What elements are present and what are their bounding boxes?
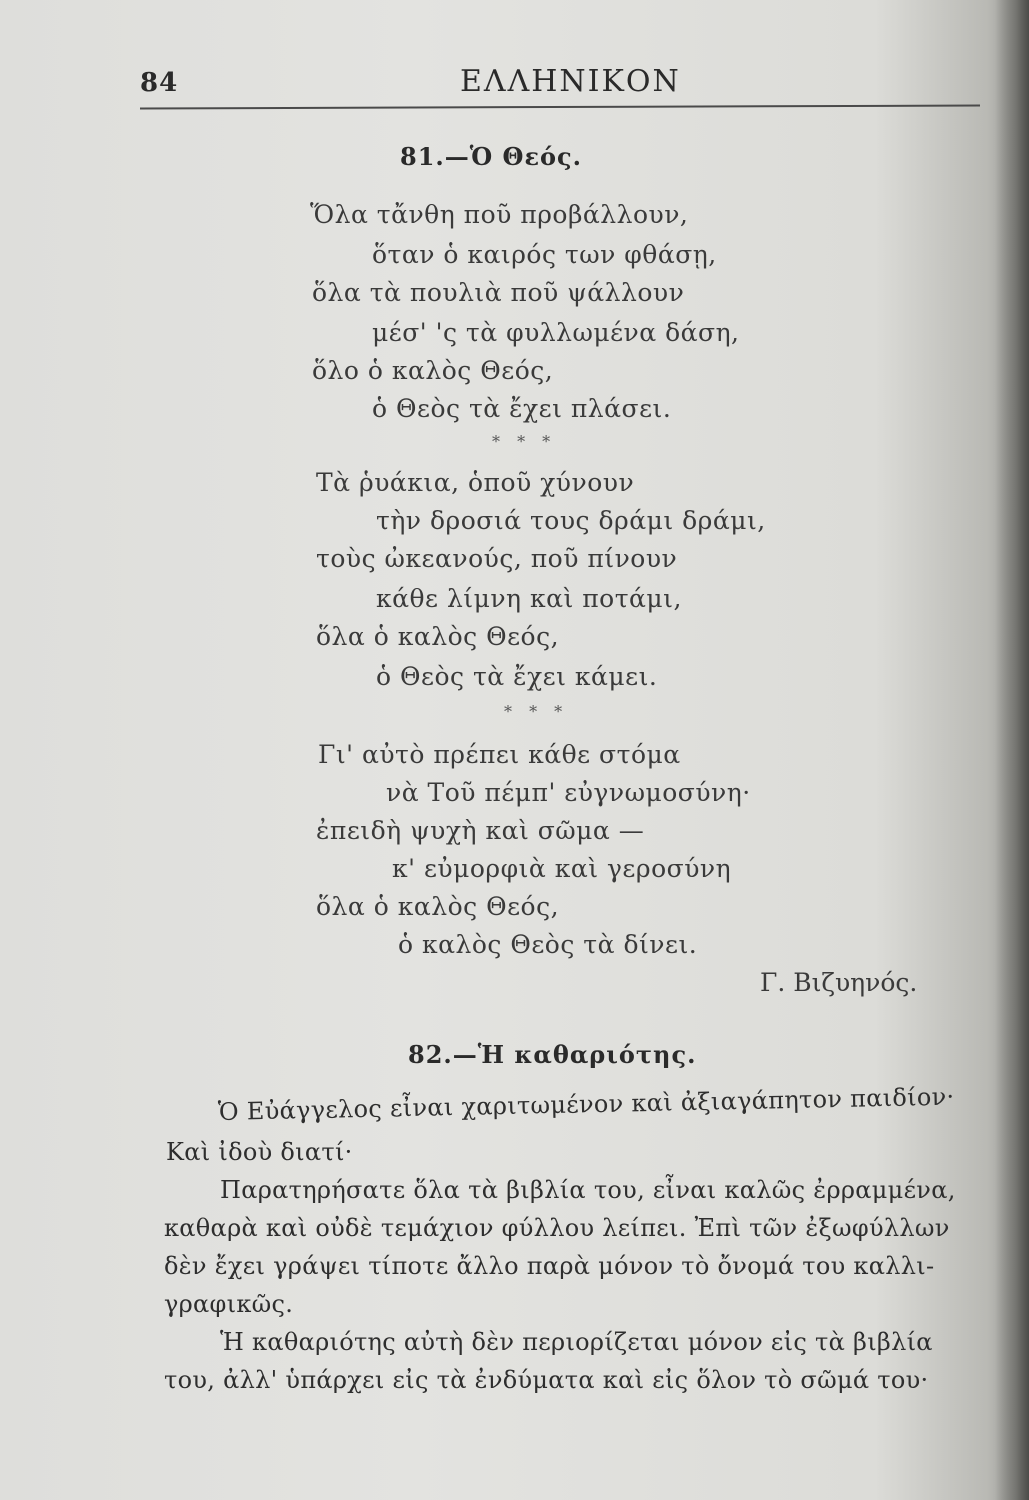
prose-line: καθαρὰ καὶ οὐδὲ τεμάχιον φύλλου λείπει. Ἐπὶ τῶν ἐξωφύλλων (164, 1214, 950, 1242)
prose-line: δὲν ἔχει γράψει τίποτε ἄλλο παρὰ μόνον τὸ ὄνομά του καλλι- (164, 1252, 935, 1280)
poem-line: τὴν δροσιά τους δράμι δράμι, (376, 506, 766, 535)
poem-line: Ὅλα τἄνθη ποῦ προβάλλουν, (310, 200, 689, 229)
prose-line: του, ἀλλ' ὑπάρχει εἰς τὰ ἐνδύματα καὶ εἰς ὅλον τὸ σῶμά του· (164, 1366, 929, 1394)
poem-line: ὅλα τὰ πουλιὰ ποῦ ψάλλουν (312, 278, 685, 307)
poem-line: κάθε λίμνη καὶ ποτάμι, (376, 584, 682, 613)
prose-line: Ὁ Εὐάγγελος εἶναι χαριτωμένον καὶ ἀξιαγάπητον παιδίον· (217, 1082, 955, 1126)
poem-line: κ' εὐμορφιὰ καὶ γεροσύνη (392, 854, 732, 883)
poem-line: μέσ' 'ς τὰ φυλλωμένα δάση, (372, 318, 740, 347)
poem-line: ἐπειδὴ ψυχὴ καὶ σῶμα — (316, 816, 645, 845)
section-title-82: 82.—Ἡ καθαριότης. (408, 1040, 697, 1069)
poem-line: ὁ Θεὸς τὰ ἔχει πλάσει. (372, 394, 672, 423)
header-rule (140, 105, 980, 110)
poem-line: Τὰ ῥυάκια, ὁποῦ χύνουν (316, 468, 635, 497)
poem-line: ὁ καλὸς Θεὸς τὰ δίνει. (398, 930, 698, 959)
prose-line: Καὶ ἰδοὺ διατί· (166, 1138, 353, 1166)
poem-line: ὅλα ὁ καλὸς Θεός, (316, 892, 560, 921)
stanza-separator: * * * (504, 702, 569, 721)
prose-line: γραφικῶς. (164, 1290, 294, 1318)
page-number: 84 (140, 68, 179, 98)
book-spine-shadow (995, 0, 1029, 1500)
poem-line: ὁ Θεὸς τὰ ἔχει κάμει. (376, 662, 658, 691)
prose-line: Παρατηρήσατε ὅλα τὰ βιβλία του, εἶναι καλῶς ἐρραμμένα, (220, 1176, 956, 1204)
poem-line: ὅλο ὁ καλὸς Θεός, (312, 356, 554, 385)
page-header (140, 58, 980, 102)
poem-line: ὅλα ὁ καλὸς Θεός, (316, 622, 560, 651)
section-title-81: 81.—Ὁ Θεός. (400, 142, 583, 171)
poem-line: ὅταν ὁ καιρός των φθάσῃ, (372, 240, 717, 269)
poem-line: νὰ Τοῦ πέμπ' εὐγνωμοσύνη· (386, 778, 751, 807)
running-title: ΕΛΛΗΝΙΚΟΝ (460, 64, 681, 99)
poem-line: Γι' αὐτὸ πρέπει κάθε στόμα (318, 740, 681, 769)
prose-line: Ἡ καθαριότης αὐτὴ δὲν περιορίζεται μόνον εἰς τὰ βιβλία (220, 1328, 933, 1356)
stanza-separator: * * * (492, 432, 557, 451)
author-signature: Γ. Βιζυηνός. (760, 968, 918, 997)
poem-line: τοὺς ὠκεανούς, ποῦ πίνουν (316, 544, 678, 573)
